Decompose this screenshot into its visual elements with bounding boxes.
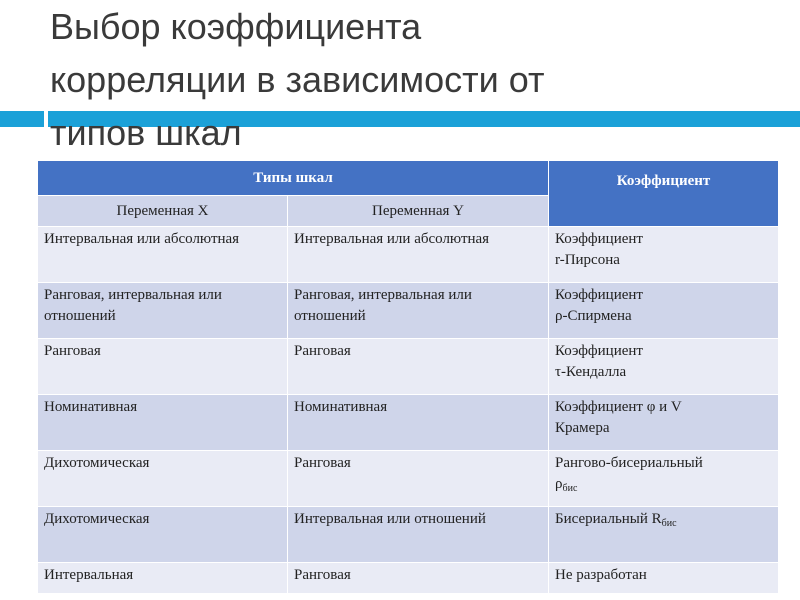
table-row <box>38 563 779 594</box>
cell-variable-y: Ранговая, интервальная или отношений <box>288 283 549 339</box>
cell-variable-x: Ранговая, интервальная или отношений <box>38 283 288 339</box>
title-line-1: Выбор коэффициента <box>50 6 422 47</box>
subheader-variable-y: Переменная Y <box>288 196 549 227</box>
cell-coefficient <box>549 395 779 451</box>
accent-bar-left <box>0 111 44 127</box>
cell-variable-x: Интервальная <box>38 563 288 594</box>
coef-line-1: Коэффициент φ и V <box>555 399 682 415</box>
cell-variable-y: Интервальная или абсолютная <box>288 227 549 283</box>
cell-variable-y: Интервальная или отношений <box>288 507 549 563</box>
cell-variable-x: Номинативная <box>38 395 288 451</box>
cell-variable-x: Ранговая <box>38 339 288 395</box>
cell-variable-x: Интервальная или абсолютная <box>38 227 288 283</box>
cell-variable-y: Ранговая <box>288 451 549 507</box>
coef-line-1: Коэффициент <box>555 231 643 247</box>
coef-line-2: ρ-Спирмена <box>555 308 632 324</box>
coef-line-1: Не разработан <box>555 567 647 583</box>
cell-coefficient <box>549 451 779 507</box>
coef-subscript: бис <box>562 483 578 494</box>
cell-coefficient <box>549 507 779 563</box>
coef-subscript: бис <box>661 518 677 529</box>
cell-variable-y: Номинативная <box>288 395 549 451</box>
coef-line-2: τ-Кендалла <box>555 364 627 380</box>
cell-variable-x: Дихотомическая <box>38 507 288 563</box>
table-row <box>38 451 779 507</box>
coef-line-1: Коэффициент <box>555 287 643 303</box>
slide-title <box>50 0 790 159</box>
header-coefficient: Коэффициент <box>549 161 779 227</box>
correlation-table <box>37 160 779 594</box>
header-scale-types: Типы шкал <box>38 161 549 196</box>
table-row <box>38 395 779 451</box>
coef-line-1: Бисериальный R <box>555 511 662 527</box>
cell-coefficient <box>549 339 779 395</box>
coef-line-2: Крамера <box>555 420 610 436</box>
coef-line-1: Рангово-бисериальный <box>555 455 703 471</box>
coef-line-1: Коэффициент <box>555 343 643 359</box>
cell-variable-y: Ранговая <box>288 563 549 594</box>
cell-variable-y: Ранговая <box>288 339 549 395</box>
subheader-variable-x: Переменная X <box>38 196 288 227</box>
table-row <box>38 339 779 395</box>
cell-coefficient <box>549 563 779 594</box>
table-row <box>38 507 779 563</box>
coef-line-2: ρ <box>555 476 563 492</box>
cell-coefficient <box>549 283 779 339</box>
table-row <box>38 283 779 339</box>
table-row <box>38 227 779 283</box>
cell-variable-x: Дихотомическая <box>38 451 288 507</box>
title-line-2: корреляции в зависимости от <box>50 59 545 100</box>
title-line-3: типов шкал <box>50 112 242 153</box>
coef-line-2: r-Пирсона <box>555 252 620 268</box>
cell-coefficient <box>549 227 779 283</box>
